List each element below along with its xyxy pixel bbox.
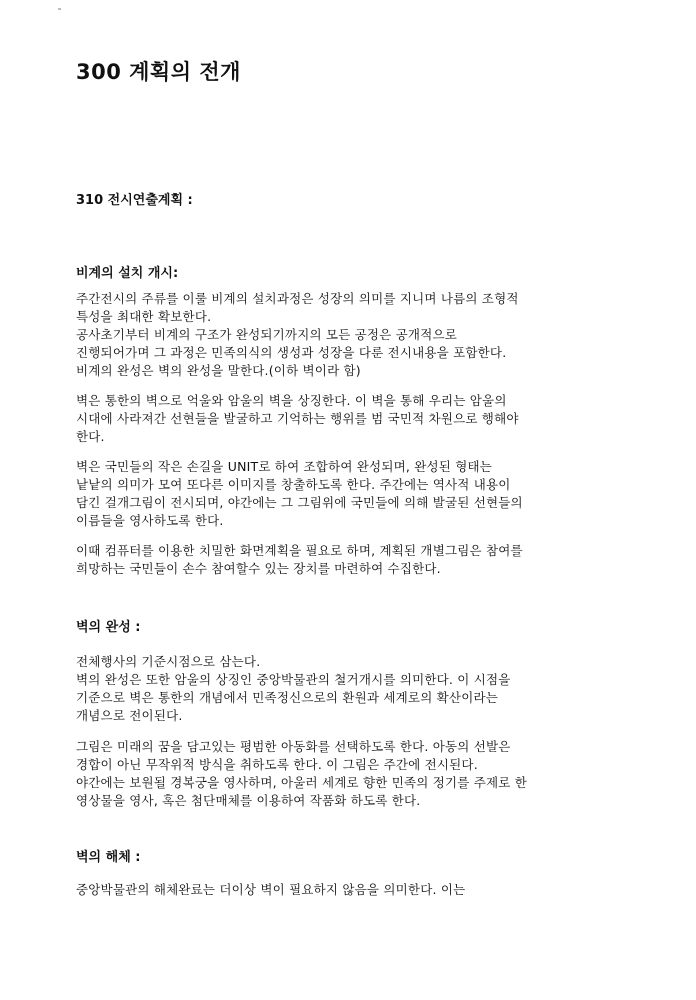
text-line: 낱낱의 의미가 모여 또다른 이미지를 창출하도록 한다. 주간에는 역사적 내용이 — [76, 477, 511, 492]
text-line: 주간전시의 주류를 이룰 비계의 설치과정은 성장의 의미를 지니며 나름의 조형적 — [76, 291, 519, 306]
text-line: 이름들을 영사하도록 한다. — [76, 513, 224, 528]
text-line: 이때 컴퓨터를 이용한 치밀한 화면계획을 필요로 하며, 계획된 개별그림은 참여를 — [76, 543, 523, 558]
scan-artifact — [58, 8, 61, 10]
subsection-heading: 벽의 해체 : — [76, 850, 141, 865]
text-line: 한다. — [76, 429, 105, 444]
text-line: 경합이 아닌 무작위적 방식을 취하도록 한다. 이 그림은 주간에 전시된다. — [76, 757, 478, 772]
subsection-heading: 비계의 설치 개시: — [76, 266, 179, 281]
text-line: 비계의 완성은 벽의 완성을 말한다.(이하 벽이라 함) — [76, 363, 361, 378]
paragraph — [76, 738, 624, 810]
paragraph — [76, 392, 624, 446]
page-title: 300 계획의 전개 — [76, 60, 241, 84]
text-line: 공사초기부터 비계의 구조가 완성되기까지의 모든 공정은 공개적으로 — [76, 327, 458, 342]
paragraph — [76, 290, 624, 380]
text-line: 벽은 국민들의 작은 손길을 UNIT로 하여 조합하여 완성되며, 완성된 형태는 — [76, 459, 493, 474]
text-line: 특성을 최대한 확보한다. — [76, 309, 212, 324]
text-line: 전체행사의 기준시점으로 삼는다. — [76, 654, 261, 669]
text-line: 담긴 걸개그림이 전시되며, 야간에는 그 그림위에 국민들에 의해 발굴된 선현들의 — [76, 495, 523, 510]
text-line: 그림은 미래의 꿈을 담고있는 평범한 아동화를 선택하도록 한다. 아동의 선발은 — [76, 739, 511, 754]
paragraph — [76, 881, 624, 899]
subsection-heading: 벽의 완성 : — [76, 620, 141, 635]
paragraph — [76, 458, 624, 530]
text-line: 희망하는 국민들이 손수 참여할수 있는 장치를 마련하여 수집한다. — [76, 561, 441, 576]
paragraph — [76, 542, 624, 578]
text-line: 시대에 사라져간 선현들을 발굴하고 기억하는 행위를 범 국민적 차원으로 행해야 — [76, 411, 519, 426]
text-line: 기준으로 벽은 통한의 개념에서 민족정신으로의 환원과 세계로의 확산이라는 — [76, 690, 499, 705]
section-heading: 310 전시연출계획 : — [76, 193, 193, 208]
text-line: 야간에는 보원될 경복궁을 영사하며, 아울러 세계로 향한 민족의 정기를 주제로 한 — [76, 775, 527, 790]
text-line: 중앙박물관의 해체완료는 더이상 벽이 필요하지 않음을 의미한다. 이는 — [76, 882, 466, 897]
paragraph — [76, 653, 624, 725]
text-line: 개념으로 전이된다. — [76, 708, 183, 723]
text-line: 영상물을 영사, 혹은 첨단매체를 이용하여 작품화 하도록 한다. — [76, 793, 421, 808]
text-line: 진행되어가며 그 과정은 민족의식의 생성과 성장을 다룬 전시내용을 포함한다. — [76, 345, 507, 360]
text-line: 벽은 통한의 벽으로 억울와 암울의 벽을 상징한다. 이 벽을 통해 우리는 암울의 — [76, 393, 507, 408]
text-line: 벽의 완성은 또한 암울의 상징인 중앙박물관의 철거개시를 의미한다. 이 시점을 — [76, 672, 511, 687]
